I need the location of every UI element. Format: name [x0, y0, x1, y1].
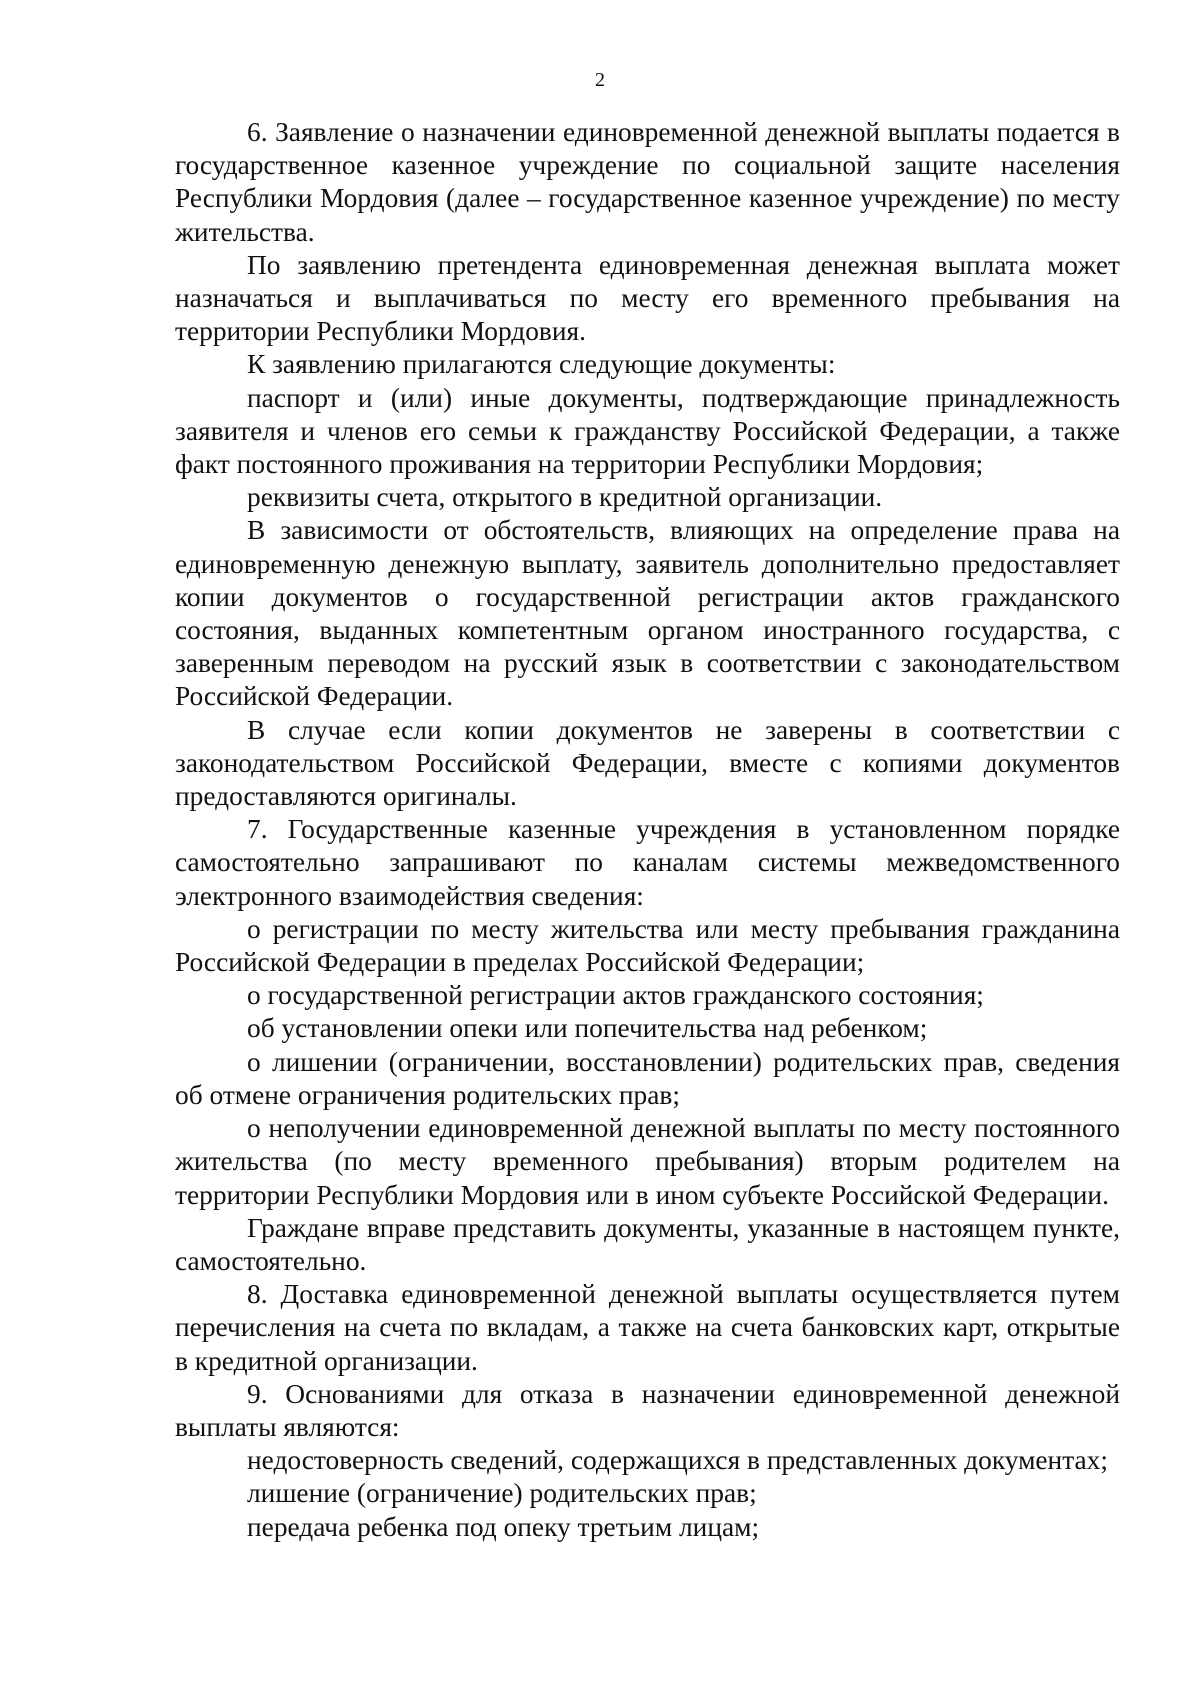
paragraph-foreign-documents: В зависимости от обстоятельств, влияющих на определение права на единовременную денежную выплату, заявитель дополнительно предоставляет копии документов о государственной регистрации актов гражданского состояния, выданных компетентным органом иностранного государства, с заверенным переводом на русский язык в соответствии с законодательством Российской Федерации. [175, 515, 1120, 712]
paragraph-9-refusal-grounds: 9. Основаниями для отказа в назначении единовременной денежной выплаты являются: [175, 1378, 1120, 1442]
document-body [175, 116, 1120, 1544]
paragraph-7-requests: 7. Государственные казенные учреждения в установленном порядке самостоятельно запрашивают по каналам системы межведомственного электронного взаимодействия сведения: [175, 814, 1120, 911]
paragraph-6-application: 6. Заявление о назначении единовременной денежной выплаты подается в государственное казенное учреждение по социальной защите населения Республики Мордовия (далее – государственное казенное учреждение) по месту жительства. [175, 117, 1120, 247]
paragraph-documents-intro: К заявлению прилагаются следующие документы: [247, 349, 836, 380]
paragraph-temporary-stay: По заявлению претендента единовременная денежная выплата может назначаться и выплачиваться по месту его временного пребывания на территории Республики Мордовия. [175, 249, 1120, 347]
paragraph-bank-details: реквизиты счета, открытого в кредитной организации. [247, 482, 883, 513]
paragraph-non-receipt: о неполучении единовременной денежной выплаты по месту постоянного жительства (по месту временного пребывания) вторым родителем на территории Республики Мордовия или в ином субъекте Российской Федерации. [175, 1113, 1120, 1210]
paragraph-originals: В случае если копии документов не заверены в соответствии с законодательством Российской Федерации, вместе с копиями документов предоставляются оригиналы. [175, 714, 1120, 812]
paragraph-self-submission: Граждане вправе представить документы, указанные в настоящем пункте, самостоятельно. [175, 1212, 1120, 1276]
paragraph-unreliable-info: недостоверность сведений, содержащихся в представленных документах; [247, 1445, 1108, 1476]
paragraph-registration: о регистрации по месту жительства или месту пребывания гражданина Российской Федерации в пределах Российской Федерации; [175, 913, 1120, 978]
paragraph-deprivation: лишение (ограничение) родительских прав; [247, 1478, 757, 1509]
paragraph-parental-rights: о лишении (ограничении, восстановлении) родительских прав, сведения об отмене ограничения родительских прав; [175, 1046, 1120, 1110]
paragraph-civil-status: о государственной регистрации актов гражданского состояния; [247, 980, 984, 1011]
paragraph-transfer-guardianship: передача ребенка под опеку третьим лицам; [247, 1511, 760, 1542]
page-number: 2 [595, 69, 605, 91]
paragraph-guardianship: об установлении опеки или попечительства над ребенком; [247, 1013, 928, 1044]
paragraph-8-delivery: 8. Доставка единовременной денежной выплаты осуществляется путем перечисления на счета по вкладам, а также на счета банковских карт, открытые в кредитной организации. [175, 1279, 1120, 1376]
paragraph-passport: паспорт и (или) иные документы, подтверждающие принадлежность заявителя и членов его семьи к гражданству Российской Федерации, а также факт постоянного проживания на территории Республики Мордовия; [175, 382, 1120, 480]
